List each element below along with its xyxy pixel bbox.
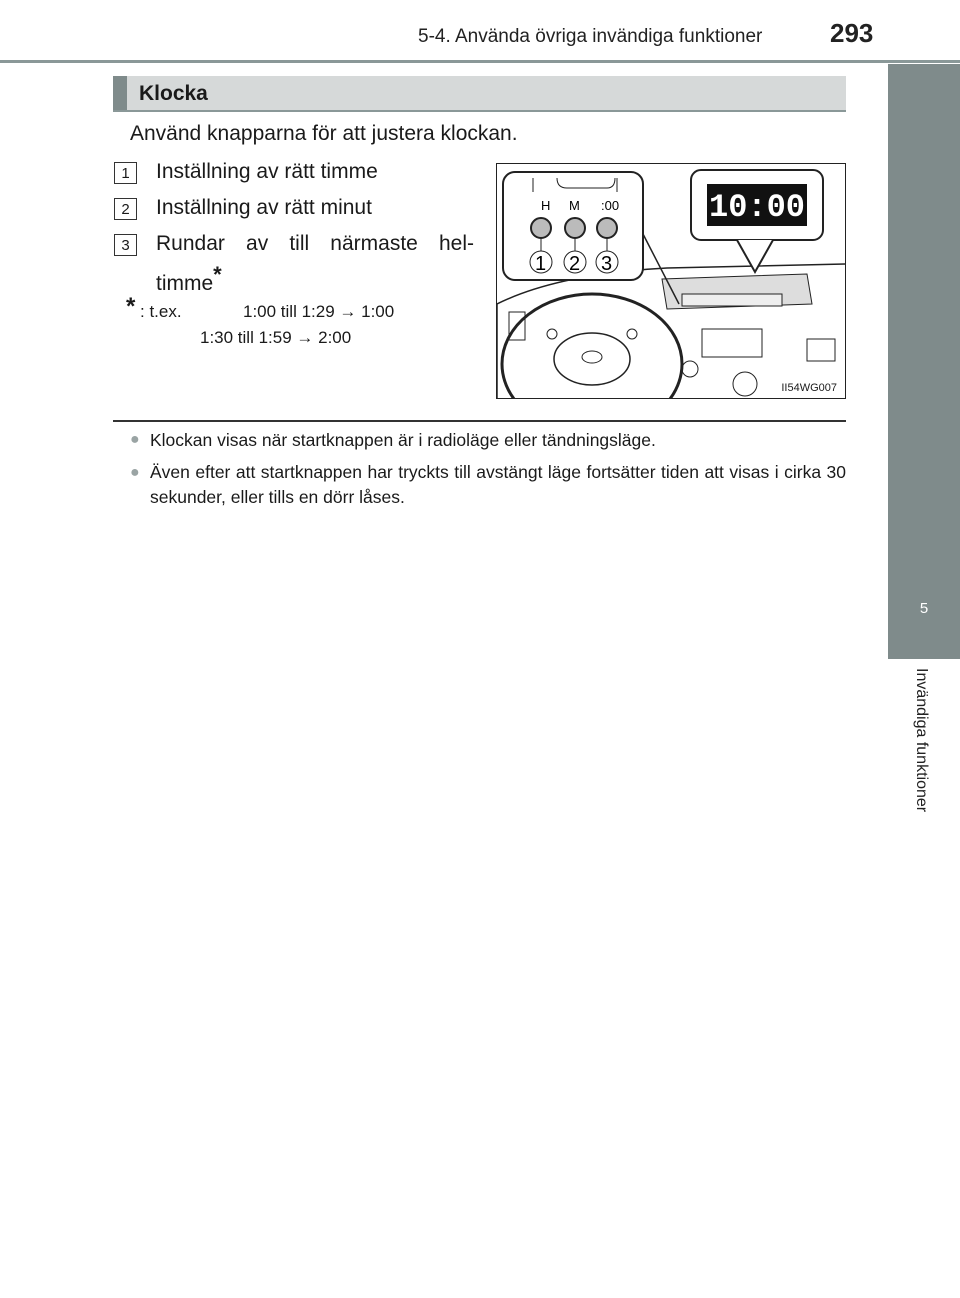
header-title: 5-4. Använda övriga invändiga funktioner [418, 26, 763, 47]
button-label-00: :00 [601, 198, 620, 213]
figure-code: II54WG007 [781, 382, 837, 394]
button-label-h: H [541, 198, 551, 213]
bullet-icon: ● [130, 464, 140, 481]
header-rule [0, 60, 960, 63]
button-label-m: M [569, 198, 580, 213]
asterisk-mark: * [213, 262, 222, 287]
note-2: Även efter att startknappen har tryckts till avstängt läge fortsätter tiden att visas i cirka 30 sekunder, eller tills en dörr låses. [150, 462, 846, 507]
item-text-3-word: timme [156, 272, 214, 295]
clock-illustration [496, 163, 846, 399]
item-text-3-line2 [156, 262, 222, 296]
item-number-3: 3 [114, 234, 137, 256]
minute-button [565, 218, 585, 238]
item-number-2: 2 [114, 198, 137, 220]
section-heading: Klocka [139, 82, 208, 105]
callout-3: 3 [601, 253, 613, 275]
side-tab [888, 64, 960, 659]
footnote-line1: 1:00 till 1:29 → 1:00 [243, 302, 395, 321]
callout-1: 1 [535, 253, 547, 275]
page-number: 293 [830, 18, 874, 48]
side-tab-label: Invändiga funktioner [913, 668, 930, 813]
item-text-1: Inställning av rätt timme [156, 160, 378, 183]
hour-button [531, 218, 551, 238]
clock-time: 10:00 [708, 189, 806, 226]
item-text-3-line1: Rundar av till närmaste hel- [156, 232, 474, 255]
callout-2: 2 [569, 253, 581, 275]
bullet-icon: ● [130, 431, 140, 448]
item-text-2: Inställning av rätt minut [156, 196, 372, 219]
section-rule [113, 110, 846, 112]
intro-text: Använd knapparna för att justera klockan. [130, 122, 518, 145]
footnote-star: * [126, 293, 136, 320]
side-tab-number: 5 [919, 600, 929, 617]
section-heading-bar [113, 76, 846, 110]
note-1: Klockan visas när startknappen är i radioläge eller tändningsläge. [150, 430, 656, 450]
item-number-1: 1 [114, 162, 137, 184]
footnote-prefix: : t.ex. [140, 302, 182, 321]
dashboard-drawing [497, 164, 846, 399]
divider [113, 420, 846, 422]
round-button [597, 218, 617, 238]
footnote-line2: 1:30 till 1:59 → 2:00 [200, 328, 352, 347]
